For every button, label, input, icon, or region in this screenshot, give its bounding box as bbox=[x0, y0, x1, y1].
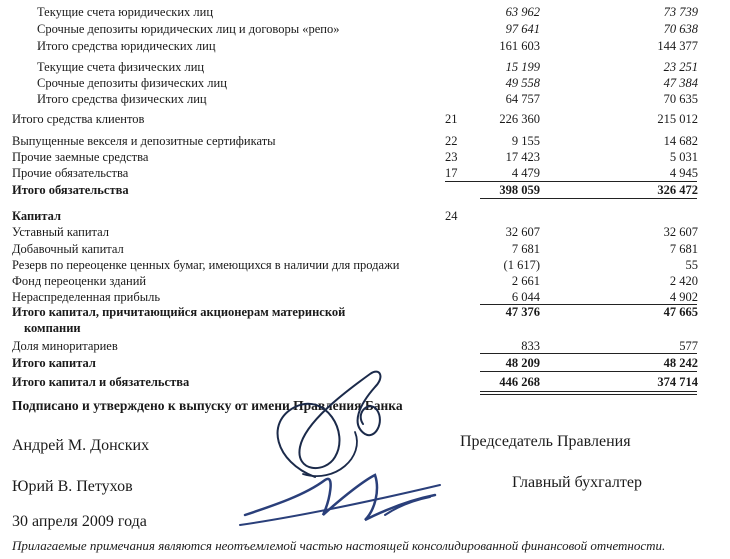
table-row bbox=[0, 223, 730, 241]
table-row bbox=[0, 37, 730, 55]
value-2008: 15 199 bbox=[505, 60, 540, 74]
table-row bbox=[0, 181, 730, 199]
row-label: Резерв по переоценке ценных бумаг, имеющихся в наличии для продажи bbox=[12, 258, 400, 272]
value-2008: 32 607 bbox=[505, 225, 540, 239]
value-2007: 32 607 bbox=[663, 225, 698, 239]
value-2007: 2 420 bbox=[669, 274, 698, 288]
note-ref: 21 bbox=[445, 112, 458, 126]
value-2007: 70 635 bbox=[663, 92, 698, 106]
table-row bbox=[0, 319, 730, 337]
row-label: компании bbox=[24, 321, 81, 335]
value-2007: 14 682 bbox=[663, 134, 698, 148]
value-2008: 97 641 bbox=[505, 22, 540, 36]
grand-total-rule bbox=[480, 391, 697, 395]
value-2007: 5 031 bbox=[669, 150, 698, 164]
note-ref: 23 bbox=[445, 150, 458, 164]
value-2008: 833 bbox=[521, 339, 540, 353]
signatory-name: Юрий В. Петухов bbox=[12, 478, 133, 495]
value-2007: 326 472 bbox=[657, 183, 698, 197]
value-2007: 374 714 bbox=[657, 375, 698, 389]
signature-chief-accountant bbox=[235, 455, 455, 530]
value-2008: 7 681 bbox=[511, 242, 540, 256]
value-2008: 6 044 bbox=[511, 290, 540, 304]
signatory-position: Главный бухгалтер bbox=[512, 474, 642, 491]
value-2008: 9 155 bbox=[511, 134, 540, 148]
note-ref: 22 bbox=[445, 134, 458, 148]
row-label: Итого капитал, причитающийся акционерам материнской bbox=[12, 305, 346, 319]
value-2007: 47 384 bbox=[663, 76, 698, 90]
value-2007: 23 251 bbox=[663, 60, 698, 74]
subtotal-rule bbox=[480, 371, 697, 372]
table-row bbox=[0, 90, 730, 108]
value-2008: 398 059 bbox=[499, 183, 540, 197]
row-label: Итого средства клиентов bbox=[12, 112, 145, 126]
value-2008: 48 209 bbox=[505, 356, 540, 370]
value-2008: 47 376 bbox=[505, 305, 540, 319]
value-2007: 70 638 bbox=[663, 22, 698, 36]
row-label: Прочие заемные средства bbox=[12, 150, 149, 164]
row-label: Доля миноритариев bbox=[12, 339, 118, 353]
document-date: 30 апреля 2009 года bbox=[12, 513, 147, 530]
table-row bbox=[0, 110, 730, 128]
value-2008: 2 661 bbox=[511, 274, 540, 288]
value-2007: 215 012 bbox=[657, 112, 698, 126]
row-label: Итого средства физических лиц bbox=[37, 92, 207, 106]
note-ref: 24 bbox=[445, 209, 458, 223]
value-2008: 64 757 bbox=[505, 92, 540, 106]
signatory-name: Андрей М. Донских bbox=[12, 437, 150, 454]
value-2008: 161 603 bbox=[499, 39, 540, 53]
value-2007: 7 681 bbox=[669, 242, 698, 256]
row-label: Текущие счета юридических лиц bbox=[37, 5, 214, 19]
row-label: Уставный капитал bbox=[12, 225, 110, 239]
value-2007: 144 377 bbox=[657, 39, 698, 53]
value-2007: 4 945 bbox=[669, 166, 698, 180]
total-rule bbox=[480, 198, 697, 199]
row-label: Нераспределенная прибыль bbox=[12, 290, 161, 304]
row-label: Капитал bbox=[12, 209, 62, 223]
value-2007: 4 902 bbox=[669, 290, 698, 304]
row-label: Прочие обязательства bbox=[12, 166, 129, 180]
row-label: Выпущенные векселя и депозитные сертификаты bbox=[12, 134, 276, 148]
signatory-position: Председатель Правления bbox=[460, 433, 631, 450]
row-label: Итого капитал bbox=[12, 356, 96, 370]
footer-note: Прилагаемые примечания являются неотъемлемой частью настоящей консолидированной финансовой отчетности. bbox=[12, 538, 666, 553]
row-label: Текущие счета физических лиц bbox=[37, 60, 205, 74]
row-label: Срочные депозиты физических лиц bbox=[37, 76, 227, 90]
row-label: Фонд переоценки зданий bbox=[12, 274, 147, 288]
row-label: Срочные депозиты юридических лиц и договоры «репо» bbox=[37, 22, 340, 36]
table-row bbox=[0, 20, 730, 38]
value-2007: 48 242 bbox=[663, 356, 698, 370]
note-ref: 17 bbox=[445, 166, 458, 180]
table-row bbox=[0, 3, 730, 21]
value-2008: (1 617) bbox=[503, 258, 540, 272]
row-label: Итого капитал и обязательства bbox=[12, 375, 190, 389]
value-2008: 17 423 bbox=[505, 150, 540, 164]
approval-statement: Подписано и утверждено к выпуску от имени Правления Банка bbox=[12, 398, 403, 413]
value-2007: 47 665 bbox=[663, 305, 698, 319]
row-label: Итого средства юридических лиц bbox=[37, 39, 216, 53]
value-2008: 446 268 bbox=[499, 375, 540, 389]
row-label: Добавочный капитал bbox=[12, 242, 124, 256]
value-2008: 226 360 bbox=[499, 112, 540, 126]
value-2007: 73 739 bbox=[663, 5, 698, 19]
value-2008: 4 479 bbox=[511, 166, 540, 180]
row-label: Итого обязательства bbox=[12, 183, 129, 197]
value-2007: 55 bbox=[685, 258, 698, 272]
value-2008: 63 962 bbox=[505, 5, 540, 19]
table-row bbox=[0, 164, 730, 182]
value-2008: 49 558 bbox=[505, 76, 540, 90]
value-2007: 577 bbox=[679, 339, 698, 353]
